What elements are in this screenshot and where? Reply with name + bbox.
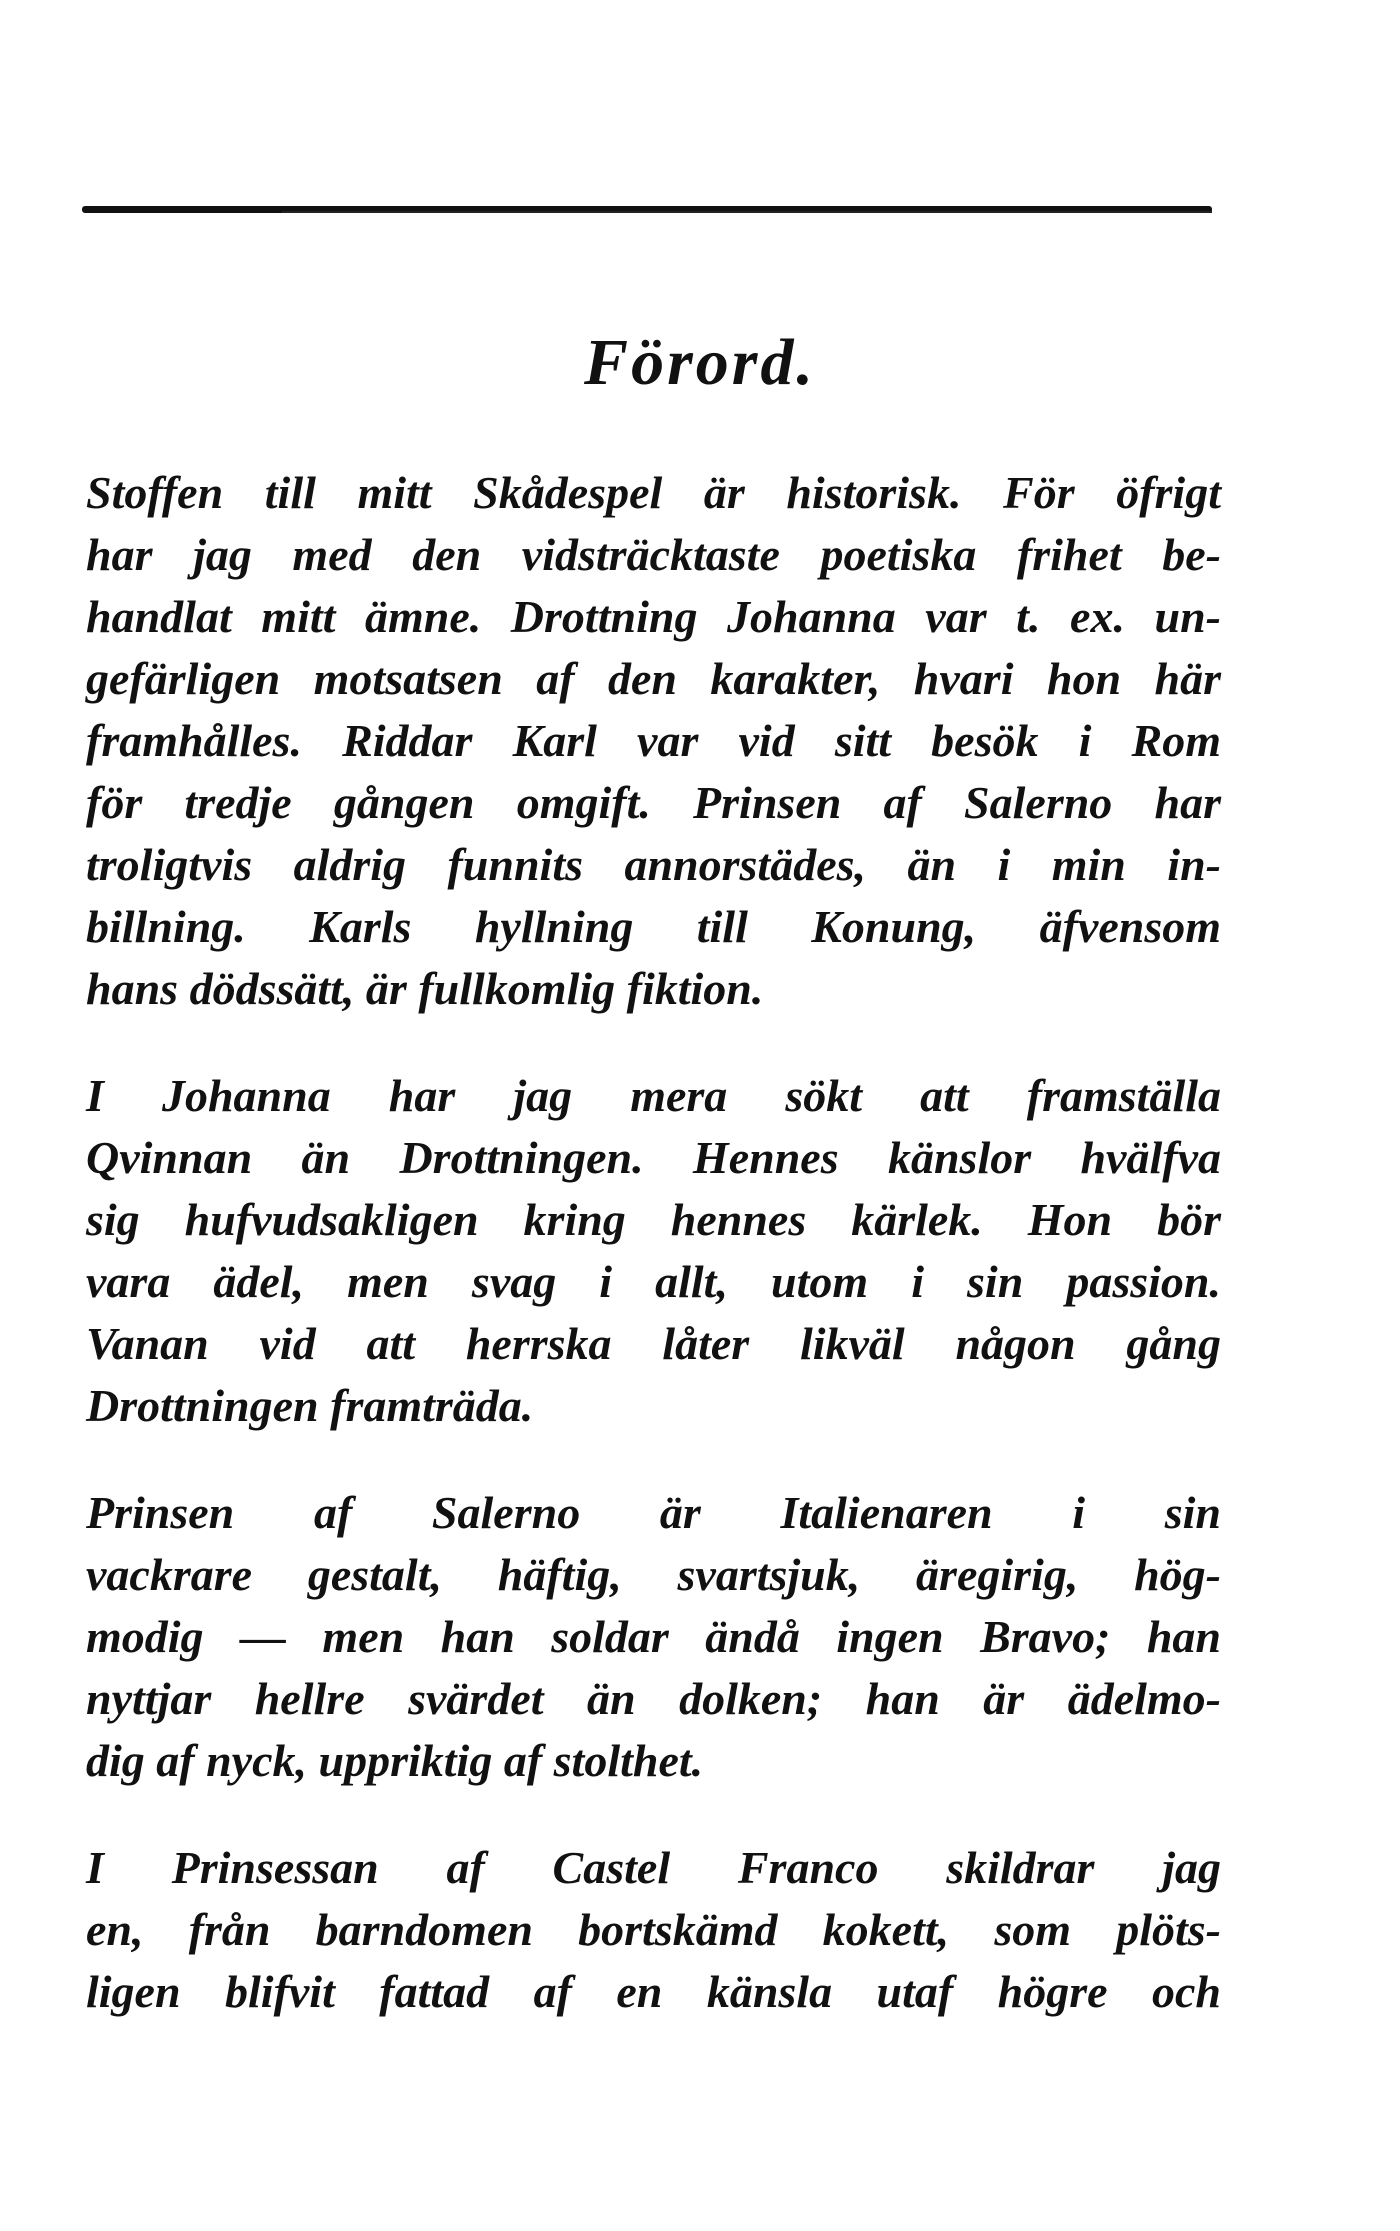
text-line: sig hufvudsakligen kring hennes kärlek. Hon bör	[86, 1194, 1221, 1245]
text-line: modig — men han soldar ändå ingen Bravo; han	[86, 1611, 1221, 1662]
text-line: framhålles. Riddar Karl var vid sitt besök i Rom	[86, 715, 1221, 766]
text-line: en, från barndomen bortskämd kokett, som plöts-	[86, 1904, 1221, 1955]
text-line: ligen blifvit fattad af en känsla utaf högre och	[86, 1966, 1221, 2017]
page-title: Förord.	[584, 326, 816, 399]
text-line: I Johanna har jag mera sökt att framställa	[86, 1070, 1221, 1121]
paragraph-3	[86, 1482, 1221, 1792]
text-line: Prinsen af Salerno är Italienaren i sin	[86, 1487, 1221, 1538]
text-line: har jag med den vidsträcktaste poetiska frihet be-	[86, 529, 1221, 580]
text-line: gefärligen motsatsen af den karakter, hvari hon här	[86, 653, 1221, 704]
header-rule	[82, 206, 1212, 213]
text-line: Drottningen framträda.	[86, 1380, 534, 1431]
text-line: I Prinsessan af Castel Franco skildrar jag	[86, 1842, 1221, 1893]
text-line: nyttjar hellre svärdet än dolken; han är ädelmo-	[86, 1673, 1221, 1724]
text-line: billning. Karls hyllning till Konung, äfvensom	[86, 901, 1221, 952]
paragraph-2	[86, 1065, 1221, 1437]
text-line: vackrare gestalt, häftig, svartsjuk, äregirig, hög-	[86, 1549, 1221, 1600]
text-line: Qvinnan än Drottningen. Hennes känslor hvälfva	[86, 1132, 1221, 1183]
text-line: Stoffen till mitt Skådespel är historisk. För öfrigt	[86, 467, 1221, 518]
text-line: vara ädel, men svag i allt, utom i sin passion.	[86, 1256, 1221, 1307]
text-line: troligtvis aldrig funnits annorstädes, än i min in-	[86, 839, 1221, 890]
paragraph-1	[86, 462, 1221, 1020]
text-line: Vanan vid att herrska låter likväl någon gång	[86, 1318, 1221, 1369]
text-line: för tredje gången omgift. Prinsen af Salerno har	[86, 777, 1221, 828]
text-line: handlat mitt ämne. Drottning Johanna var t. ex. un-	[86, 591, 1221, 642]
text-line: hans dödssätt, är fullkomlig fiktion.	[86, 963, 764, 1014]
text-line: dig af nyck, uppriktig af stolthet.	[86, 1735, 704, 1786]
body-text	[86, 462, 1221, 2023]
paragraph-4	[86, 1837, 1221, 2023]
